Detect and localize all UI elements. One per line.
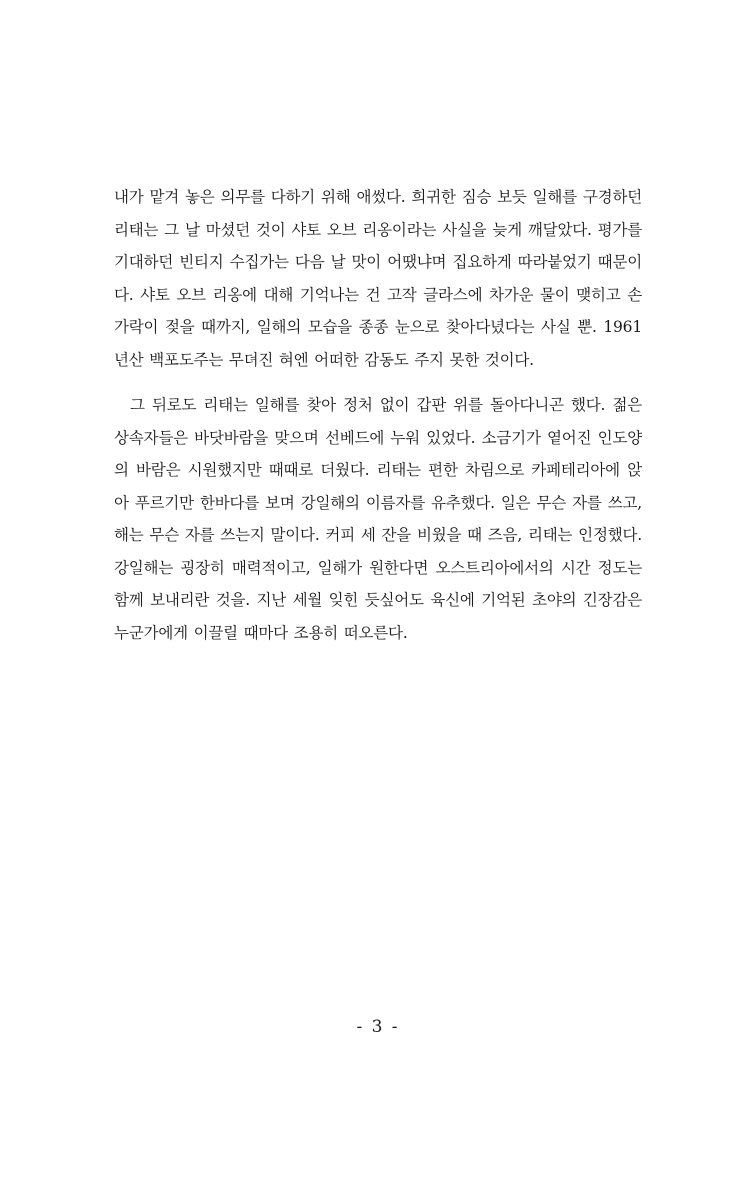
body-text: [114, 181, 642, 649]
page-number: - 3 -: [356, 1017, 400, 1037]
paragraph-2: 그 뒤로도 리태는 일해를 찾아 정처 없이 갑판 위를 돌아다니곤 했다. 젊은 상속자들은 바닷바람을 맞으며 선베드에 누워 있었다. 소금기가 옅어진 인도양의 바람은 시원했지만 때때로 더웠다. 리태는 편한 차림으로 카페테리아에 앉아 푸르기만 한바다를 보며 강일해의 이름자를 유추했다. 일은 무슨 자를 쓰고, 해는 무슨 자를 쓰는지 말이다. 커피 세 잔을 비웠을 때 즈음, 리태는 인정했다. 강일해는 굉장히 매력적이고, 일해가 원한다면 오스트리아에서의 시간 정도는 함께 보내리란 것을. 지난 세월 잊힌 듯싶어도 육신에 기억된 초야의 긴장감은 누군가에게 이끌릴 때마다 조용히 떠오른다.: [114, 396, 642, 642]
paragraph-1: 내가 맡겨 놓은 의무를 다하기 위해 애썼다. 희귀한 짐승 보듯 일해를 구경하던 리태는 그 날 마셨던 것이 샤토 오브 리옹이라는 사실을 늦게 깨달았다. 평가를 기대하던 빈티지 수집가는 다음 날 맛이 어땠냐며 집요하게 따라붙었기 때문이다. 샤토 오브 리옹에 대해 기억나는 건 고작 글라스에 차가운 물이 맺히고 손가락이 젖을 때까지, 일해의 모습을 종종 눈으로 찾아다녔다는 사실 뿐. 1961년산 백포도주는 무뎌진 혀엔 어떠한 감동도 주지 못한 것이다.: [114, 188, 643, 369]
